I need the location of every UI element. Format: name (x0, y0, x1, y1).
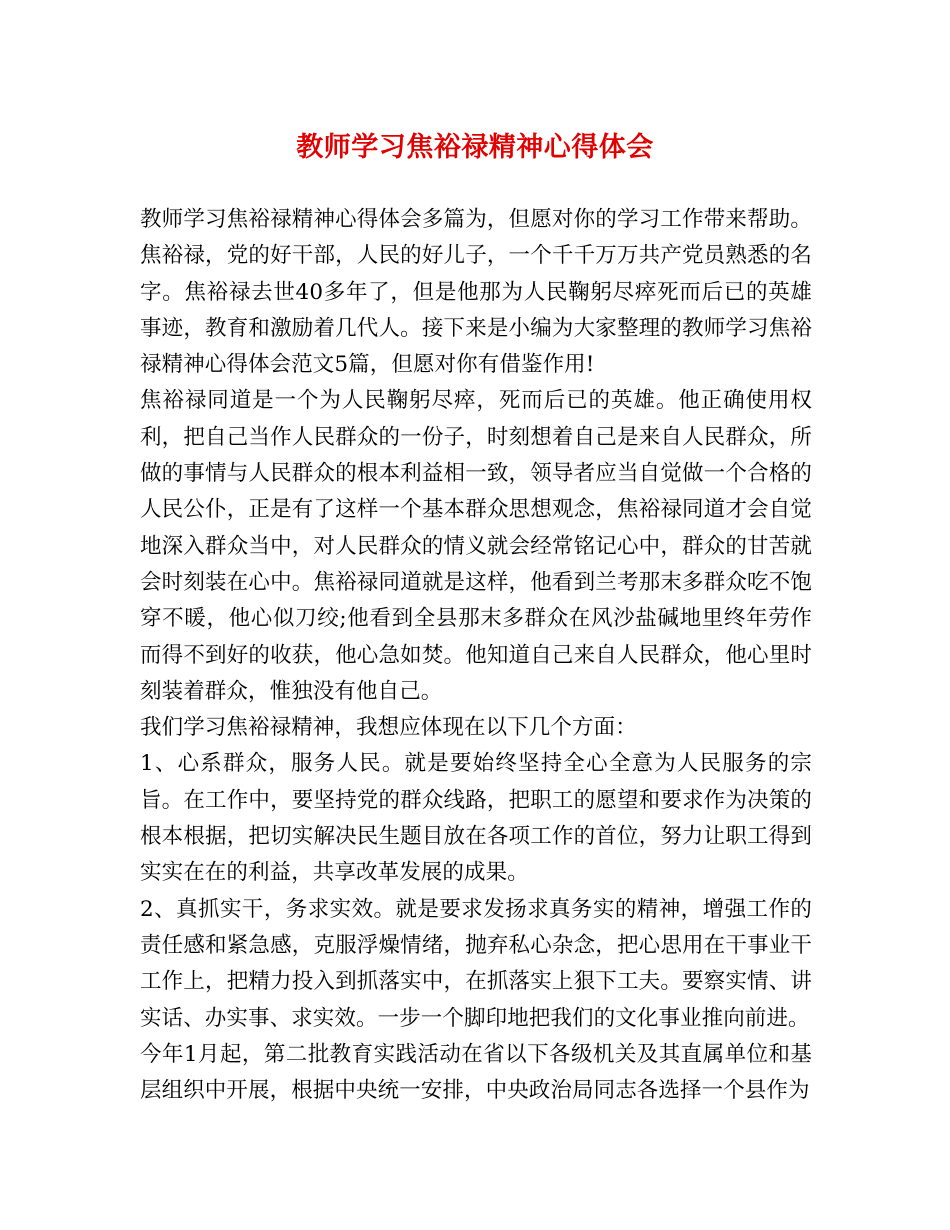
document-body (140, 202, 812, 1109)
document-title: 教师学习焦裕禄精神心得体会 (296, 132, 654, 163)
paragraph-practice-activity: 今年1月起，第二批教育实践活动在省以下各级机关及其直属单位和基层组织中开展，根据中央统一安排，中央政治局同志各选择一个县作为 (140, 1041, 812, 1104)
paragraph-point-1: 1、心系群众，服务人民。就是要始终坚持全心全意为人民服务的宗旨。在工作中，要坚持党的群众线路，把职工的愿望和要求作为决策的根本根据，把切实解决民生题目放在各项工作的首位，努力让职工得到实实在在的利益，共享改革发展的成果。 (140, 751, 812, 886)
paragraph-point-2: 2、真抓实干，务求实效。就是要求发扬求真务实的精神，增强工作的责任感和紧急感，克服浮燥情绪，抛弃私心杂念，把心思用在干事业干工作上，把精力投入到抓落实中，在抓落实上狠下工夫。要察实情、讲实话、办实事、求实效。一步一个脚印地把我们的文化事业推向前进。 (140, 896, 812, 1031)
paragraph-aspects-heading: 我们学习焦裕禄精神，我想应体现在以下几个方面： (140, 715, 637, 741)
paragraph-intro: 教师学习焦裕禄精神心得体会多篇为，但愿对你的学习工作带来帮助。焦裕禄，党的好干部，人民的好儿子，一个千千万万共产党员熟悉的名字。焦裕禄去世40多年了，但是他那为人民鞠躬尽瘁死而后已的英雄事迹，教育和激励着几代人。接下来是小编为大家整理的教师学习焦裕禄精神心得体会范文5篇，但愿对你有借鉴作用! (140, 207, 812, 378)
paragraph-jiao-yulu: 焦裕禄同道是一个为人民鞠躬尽瘁，死而后已的英雄。他正确使用权利，把自己当作人民群众的一份子，时刻想着自己是来自人民群众，所做的事情与人民群众的根本利益相一致，领导者应当自觉做一个合格的人民公仆，正是有了这样一个基本群众思想观念，焦裕禄同道才会自觉地深入群众当中，对人民群众的情义就会经常铭记心中，群众的甘苦就会时刻装在心中。焦裕禄同道就是这样，他看到兰考那末多群众吃不饱穿不暖，他心似刀绞;他看到全县那末多群众在风沙盐碱地里终年劳作而得不到好的收获，他心急如焚。他知道自己来自人民群众，他心里时刻装着群众，惟独没有他自己。 (140, 388, 812, 704)
